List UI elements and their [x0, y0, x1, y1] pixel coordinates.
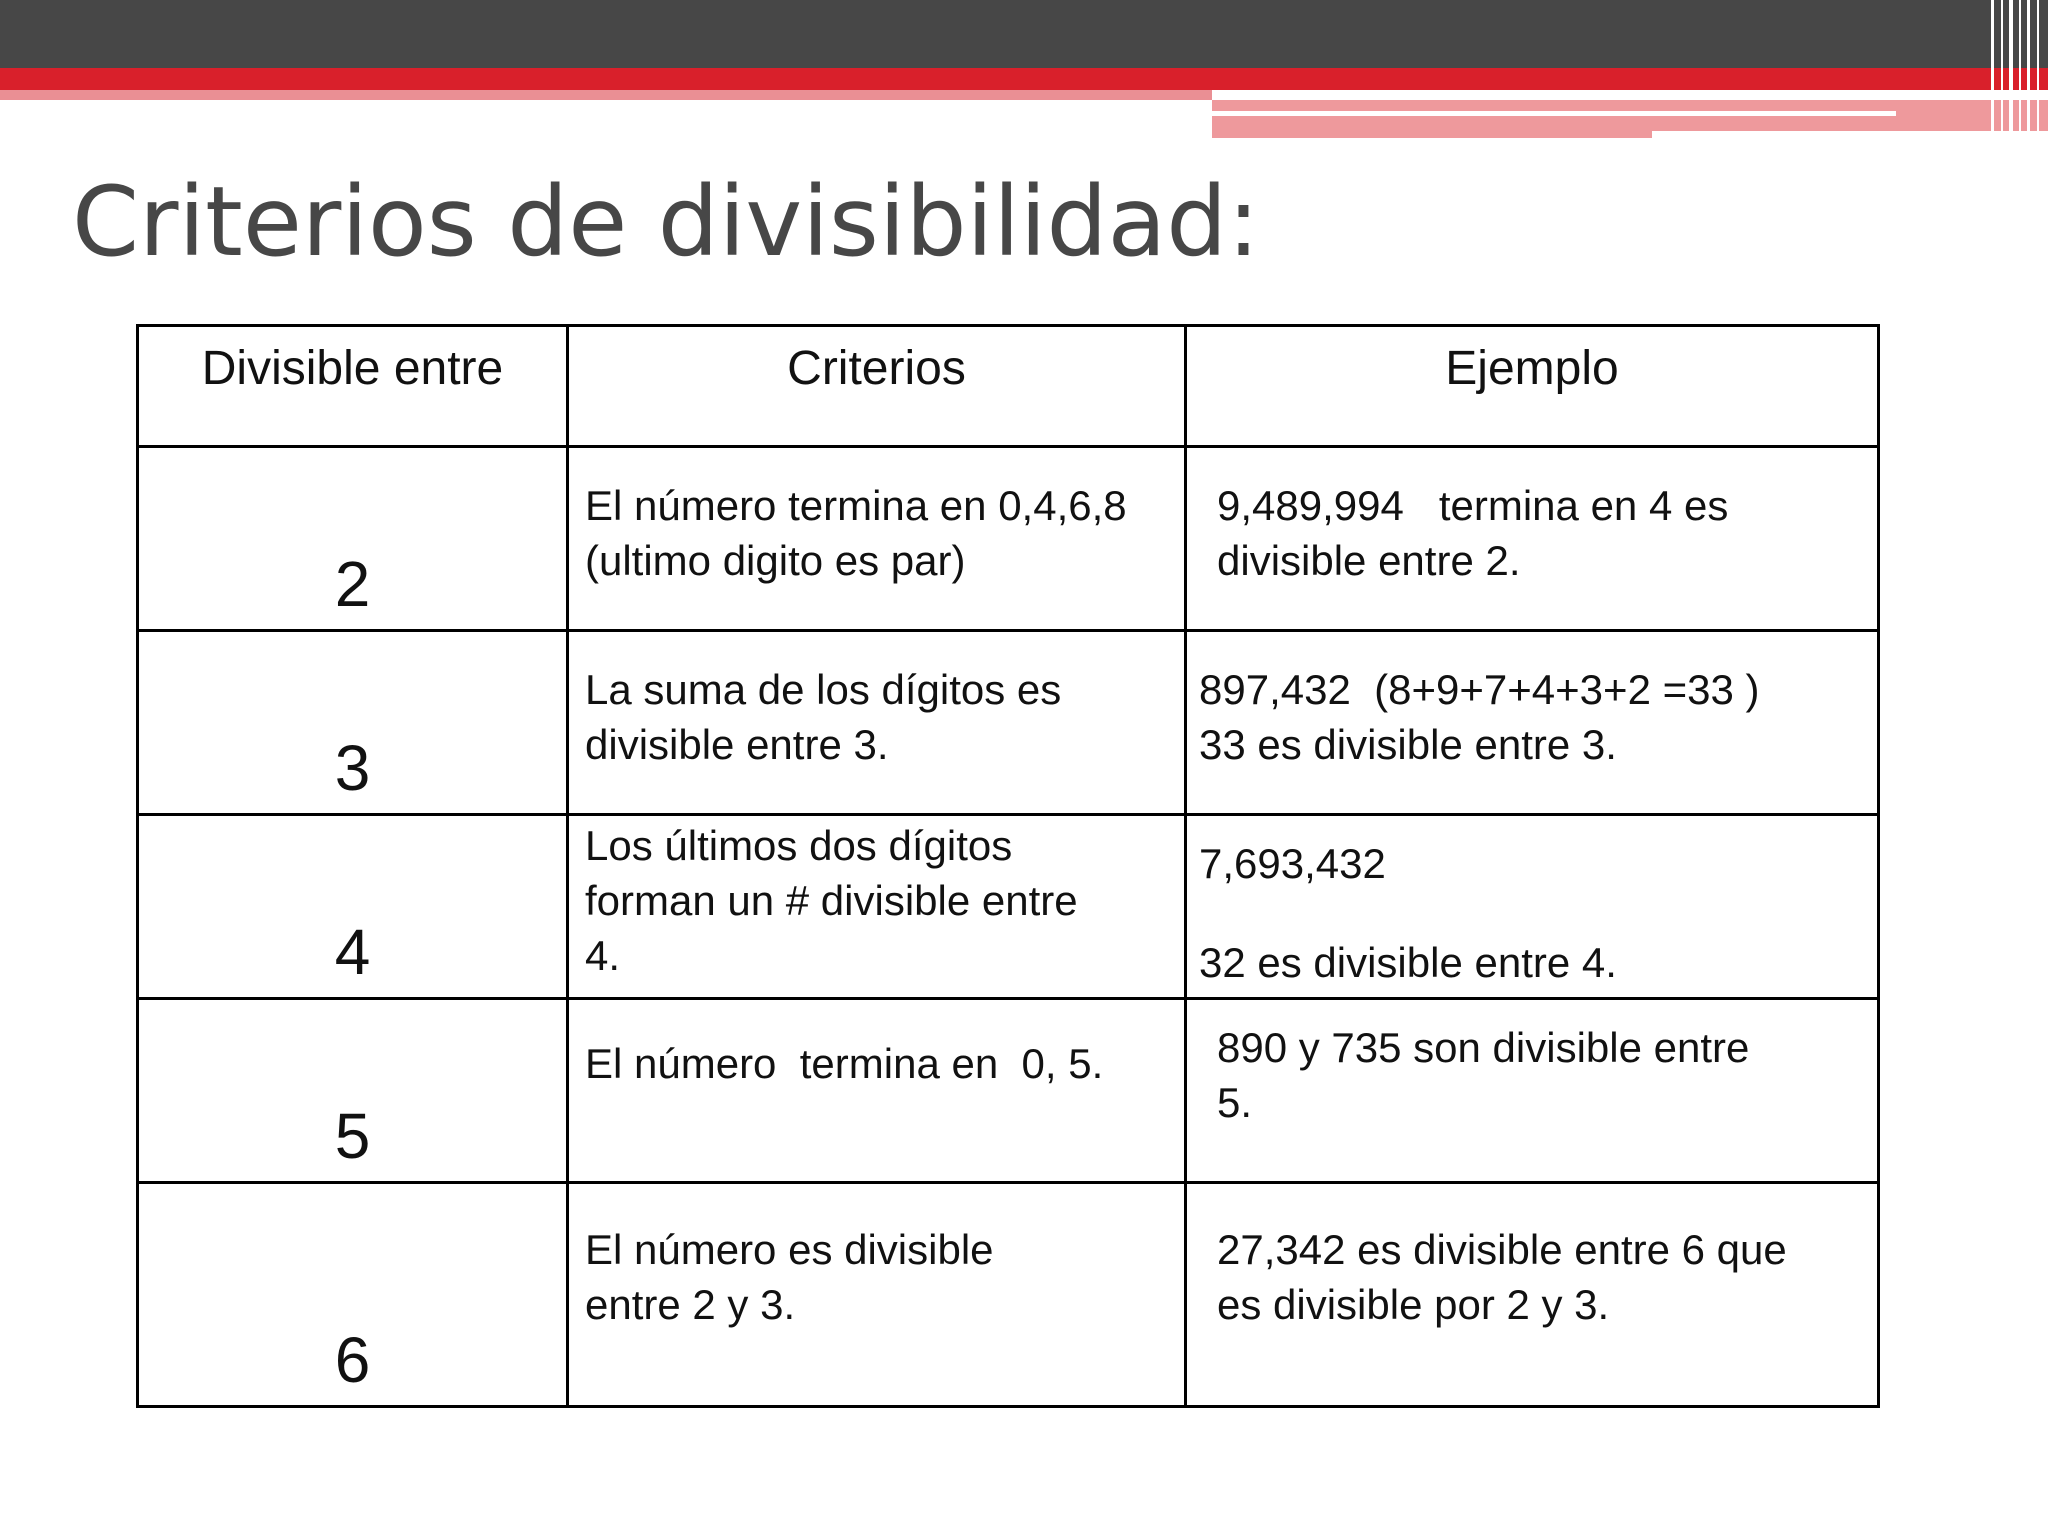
divisor-cell: 2 [138, 447, 568, 631]
table-row [138, 815, 1879, 999]
criterio-line: divisible entre 3. [585, 721, 889, 768]
ejemplo-line: 897,432 (8+9+7+4+3+2 =33 ) [1199, 666, 1760, 713]
pink-accent-band-left [0, 90, 1212, 100]
table-row [138, 999, 1879, 1183]
column-header: Criterios [568, 326, 1186, 447]
slide-title: Criterios de divisibilidad: [72, 166, 1260, 278]
criterio-cell [568, 815, 1186, 999]
decorative-stripes [1985, 0, 2048, 138]
accent-white-line [1212, 111, 1896, 116]
ejemplo-spacer [1199, 891, 1865, 935]
ejemplo-cell [1186, 815, 1879, 999]
criterio-line: entre 2 y 3. [585, 1281, 796, 1328]
table-row [138, 1183, 1879, 1407]
criterio-line: 4. [585, 932, 621, 979]
criterio-line: El número es divisible [585, 1226, 994, 1273]
criterio-line: (ultimo digito es par) [585, 537, 966, 584]
criterio-cell [568, 999, 1186, 1183]
criterio-cell [568, 447, 1186, 631]
divisor-cell: 3 [138, 631, 568, 815]
ejemplo-line: 7,693,432 [1199, 840, 1386, 887]
ejemplo-cell [1186, 447, 1879, 631]
divisibility-table [136, 324, 1880, 1408]
ejemplo-line: 32 es divisible entre 4. [1199, 939, 1617, 986]
ejemplo-line: 27,342 es divisible entre 6 que [1217, 1226, 1787, 1273]
criterio-line: El número termina en 0, 5. [585, 1040, 1104, 1087]
criterio-line: La suma de los dígitos es [585, 666, 1062, 713]
criterio-line: forman un # divisible entre [585, 877, 1078, 924]
ejemplo-cell [1186, 1183, 1879, 1407]
table-header-row [138, 326, 1879, 447]
column-header: Ejemplo [1186, 326, 1879, 447]
ejemplo-cell [1186, 999, 1879, 1183]
ejemplo-line: 9,489,994 termina en 4 es [1217, 482, 1729, 529]
table-row [138, 447, 1879, 631]
ejemplo-line: 890 y 735 son divisible entre [1217, 1024, 1750, 1071]
divisor-cell: 5 [138, 999, 568, 1183]
divisor-cell: 6 [138, 1183, 568, 1407]
divisor-cell: 4 [138, 815, 568, 999]
table-row [138, 631, 1879, 815]
top-dark-band [0, 0, 2048, 68]
ejemplo-cell [1186, 631, 1879, 815]
ejemplo-line: divisible entre 2. [1217, 537, 1521, 584]
top-red-band [0, 68, 2048, 90]
criterio-cell [568, 1183, 1186, 1407]
criterio-line: El número termina en 0,4,6,8 [585, 482, 1127, 529]
criterio-line: Los últimos dos dígitos [585, 822, 1013, 869]
column-header: Divisible entre [138, 326, 568, 447]
criterio-cell [568, 631, 1186, 815]
ejemplo-line: es divisible por 2 y 3. [1217, 1281, 1610, 1328]
ejemplo-line: 5. [1217, 1079, 1253, 1126]
ejemplo-line: 33 es divisible entre 3. [1199, 721, 1617, 768]
